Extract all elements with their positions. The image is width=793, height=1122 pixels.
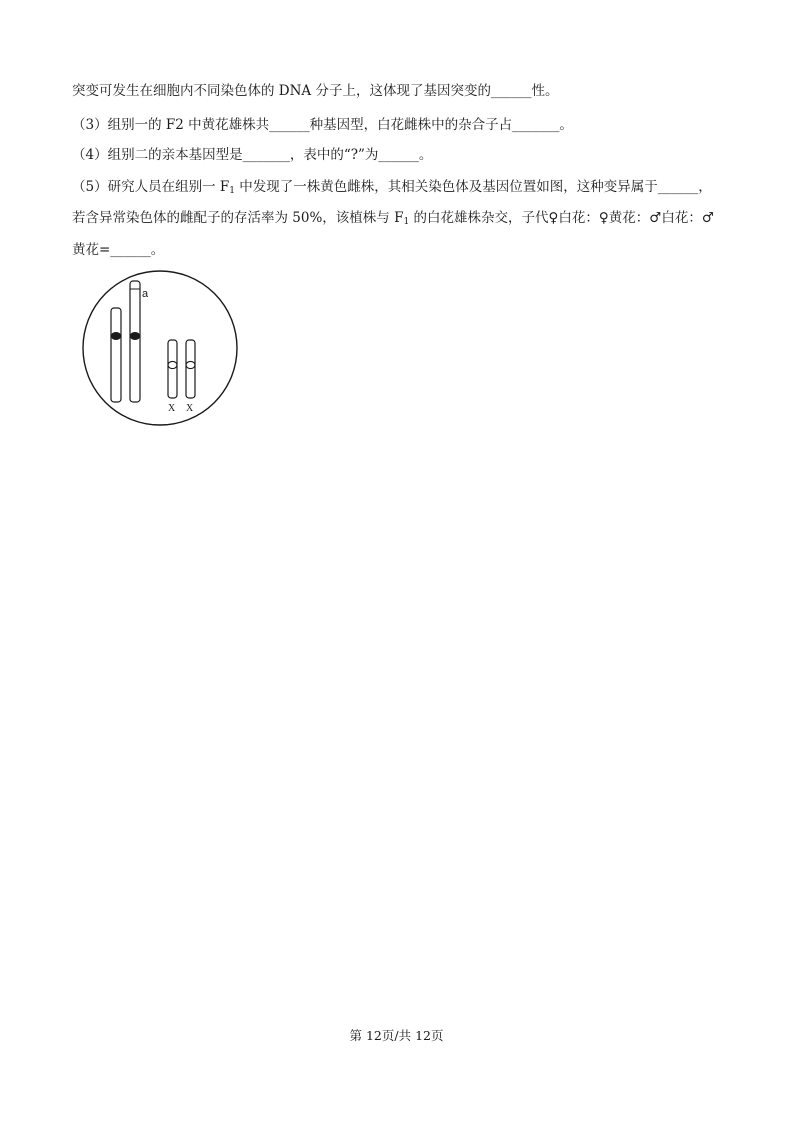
page-footer: 第 12页/共 12页 — [349, 1028, 444, 1043]
centromere-long-left — [111, 332, 121, 340]
gene-label-a: a — [142, 288, 149, 300]
part5-text-a: （5）研究人员在组别一 F — [72, 179, 230, 195]
question-part-4: （4）组别二的亲本基因型是_______，表中的“?”为______。 — [72, 147, 433, 163]
chromosome-long-right-abnormal — [130, 281, 140, 402]
centromere-x-left — [168, 361, 177, 368]
chromosome-long-left — [111, 308, 121, 402]
centromere-x-right — [186, 361, 195, 368]
question-line-1: 突变可发生在细胞内不同染色体的 DNA 分子上，这体现了基因突变的______性。 — [72, 83, 559, 99]
line6-text-a: 若含异常染色体的雌配子的存活率为 50%，该植株与 F — [72, 210, 404, 226]
centromere-long-right — [130, 332, 140, 340]
line6-text-b: 的白花雄株杂交，子代♀白花：♀黄花：♂白花：♂ — [409, 210, 714, 226]
question-part-5 — [72, 177, 712, 201]
part5-subscript: 1 — [229, 186, 235, 196]
x-label-left: X — [168, 403, 176, 414]
cell-circle — [83, 271, 237, 425]
chromosome-figure — [80, 270, 240, 426]
question-part-3: （3）组别一的 F2 中黄花雄株共______种基因型，白花雌株中的杂合子占_______。 — [72, 117, 573, 133]
question-part-5-line-3: 黄花=______。 — [72, 242, 165, 258]
line6-subscript: 1 — [403, 217, 410, 227]
part5-text-b: 中发现了一株黄色雌株，其相关染色体及基因位置如图，这种变异属于______， — [234, 179, 712, 195]
x-label-right: X — [186, 403, 194, 414]
question-part-5-line-2 — [72, 208, 714, 232]
